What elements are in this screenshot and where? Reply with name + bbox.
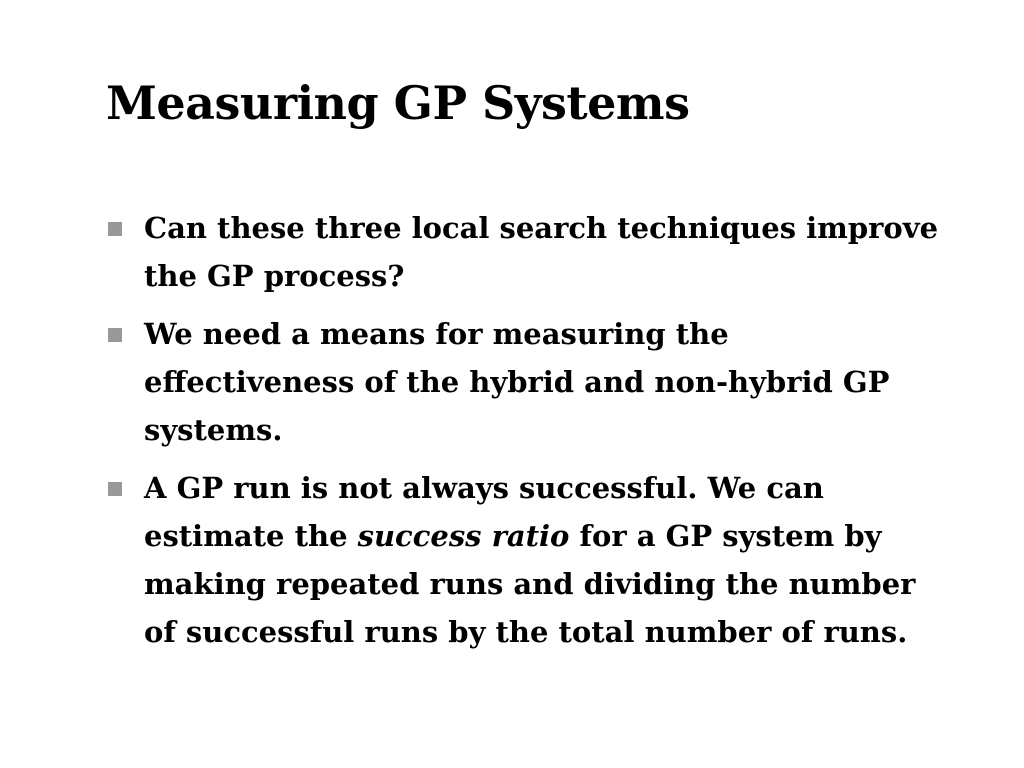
bullet-text: We need a means for measuring the effectiveness of the hybrid and non-hybrid GP systems. <box>144 317 890 447</box>
bullet-text-after: for a GP system by making repeated runs and dividing the number of successful runs by the total number of runs. <box>144 519 916 649</box>
square-bullet-icon <box>108 328 122 342</box>
bullet-text-before: A GP run is not always successful. We can estimate the <box>144 471 824 553</box>
bullet-item-local-search <box>104 204 944 300</box>
square-bullet-icon <box>108 482 122 496</box>
square-bullet-icon <box>108 222 122 236</box>
bullet-text: Can these three local search techniques improve the GP process? <box>144 211 939 293</box>
slide-title: Measuring GP Systems <box>106 76 690 130</box>
bullet-list <box>104 204 944 666</box>
bullet-item-success-ratio <box>104 464 944 656</box>
success-ratio-term: success ratio <box>357 519 570 553</box>
bullet-item-measuring <box>104 310 944 454</box>
